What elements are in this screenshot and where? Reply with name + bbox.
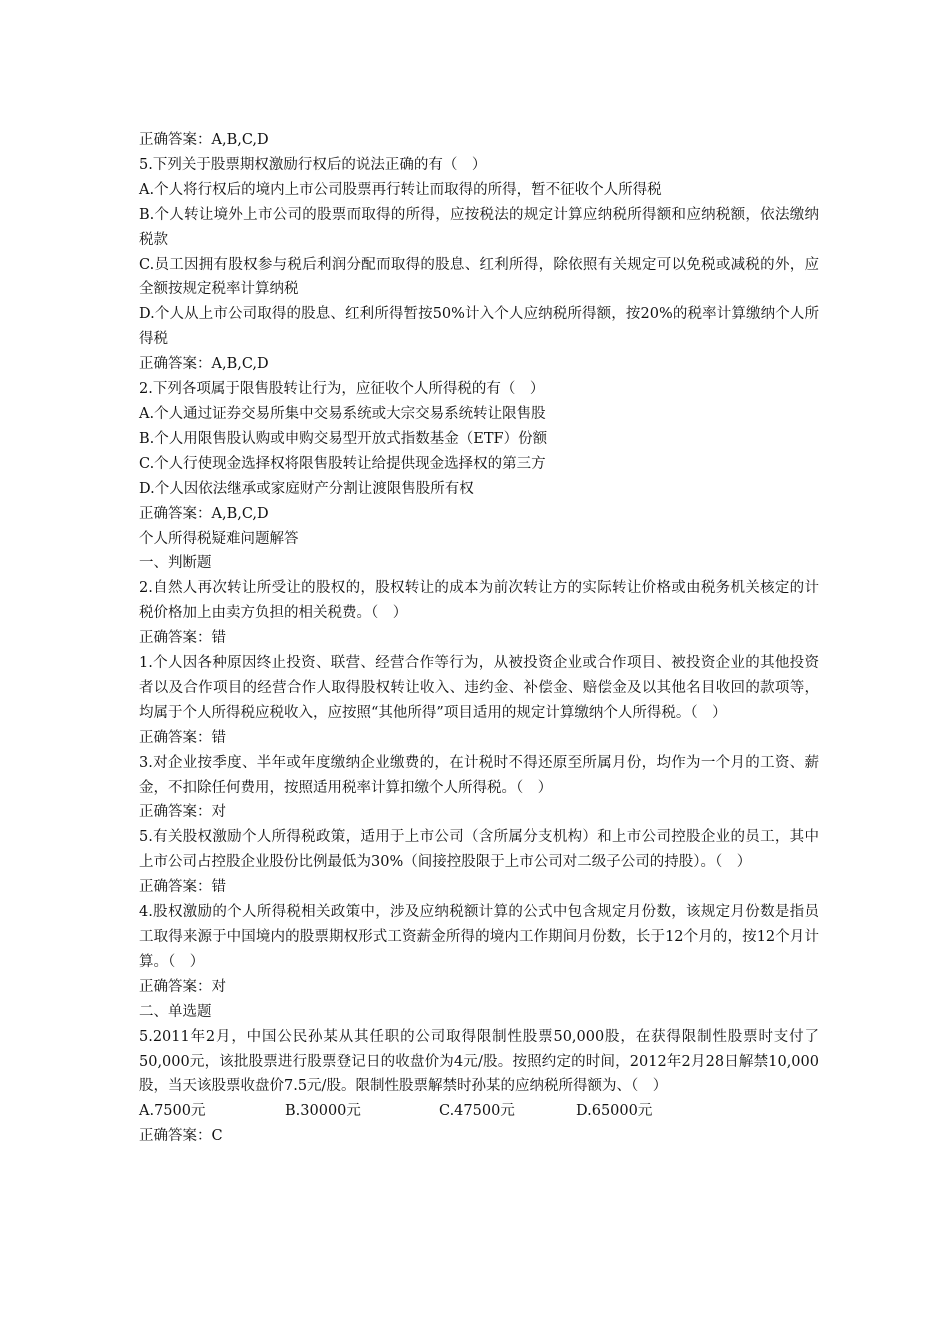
answer-line: 正确答案：A,B,C,D [139, 505, 269, 522]
option-a: A.7500元 [139, 1103, 206, 1120]
option-c: C.47500元 [439, 1103, 515, 1120]
document-page [139, 128, 819, 1149]
question-text: 4.股权激励的个人所得税相关政策中，涉及应纳税额计算的公式中包含规定月份数，该规定月份数是指员工取得来源于中国境内的股票期权形式工资薪金所得的境内工作期间月份数，长于12个月的，按12个月计算。（ ） [139, 904, 819, 970]
answer-line: 正确答案：错 [139, 630, 226, 647]
question-text: 3.对企业按季度、半年或年度缴纳企业缴费的，在计税时不得还原至所属月份，均作为一个月的工资、薪金，不扣除任何费用，按照适用税率计算扣缴个人所得税。（ ） [139, 754, 819, 796]
answer-line: 正确答案：对 [139, 804, 226, 821]
answer-line: 正确答案：A,B,C,D [139, 356, 269, 373]
option-text: B.个人用限售股认购或申购交易型开放式指数基金（ETF）份额 [139, 430, 548, 447]
option-text: C.员工因拥有股权参与税后利润分配而取得的股息、红利所得，除依照有关规定可以免税或减税的外，应全额按规定税率计算纳税 [139, 256, 819, 298]
answer-line: 正确答案：错 [139, 879, 226, 896]
answer-line: 正确答案：错 [139, 729, 226, 746]
option-text: C.个人行使现金选择权将限售股转让给提供现金选择权的第三方 [139, 455, 546, 472]
question-text: 5.下列关于股票期权激励行权后的说法正确的有（ ） [139, 156, 487, 173]
answer-line: 正确答案：C [139, 1128, 223, 1145]
question-text: 1.个人因各种原因终止投资、联营、经营合作等行为，从被投资企业或合作项目、被投资企业的其他投资者以及合作项目的经营合作人取得股权转让收入、违约金、补偿金、赔偿金及以其他名目收回的款项等，均属于个人所得税应税收入，应按照“其他所得”项目适用的规定计算缴纳个人所得税。（ ） [139, 655, 819, 721]
question-text: 5.2011年2月，中国公民孙某从其任职的公司取得限制性股票50,000股，在获得限制性股票时支付了50,000元，该批股票进行股票登记日的收盘价为4元/股。按照约定的时间，2012年2月28日解禁10,000股，当天该股票收盘价7.5元/股。限制性股票解禁时孙某的应纳税所得额为、（ ） [139, 1028, 819, 1095]
answer-line: 正确答案：对 [139, 978, 226, 995]
option-text: D.个人因依法继承或家庭财产分割让渡限售股所有权 [139, 480, 474, 497]
option-text: D.个人从上市公司取得的股息、红利所得暂按50%计入个人应纳税所得额，按20%的税率计算缴纳个人所得税 [139, 306, 819, 348]
answer-line: 正确答案：A,B,C,D [139, 132, 269, 148]
section-heading: 二、单选题 [139, 1003, 212, 1020]
question-text: 2.自然人再次转让所受让的股权的，股权转让的成本为前次转让方的实际转让价格或由税务机关核定的计税价格加上由卖方负担的相关税费。（ ） [139, 580, 819, 622]
option-text: B.个人转让境外上市公司的股票而取得的所得，应按税法的规定计算应纳税所得额和应纳税额，依法缴纳税款 [139, 206, 819, 248]
options-row [139, 1099, 819, 1124]
question-text: 2.下列各项属于限售股转让行为，应征收个人所得税的有（ ） [139, 381, 545, 398]
section-title: 个人所得税疑难问题解答 [139, 530, 299, 547]
option-b: B.30000元 [285, 1103, 361, 1120]
option-d: D.65000元 [576, 1103, 653, 1120]
question-text: 5.有关股权激励个人所得税政策，适用于上市公司（含所属分支机构）和上市公司控股企业的员工，其中上市公司占控股企业股份比例最低为30%（间接控股限于上市公司对二级子公司的持股）。（ ） [139, 829, 819, 871]
option-text: A.个人通过证券交易所集中交易系统或大宗交易系统转让限售股 [139, 405, 546, 422]
section-heading: 一、判断题 [139, 555, 212, 572]
option-text: A.个人将行权后的境内上市公司股票再行转让而取得的所得，暂不征收个人所得税 [139, 181, 662, 198]
